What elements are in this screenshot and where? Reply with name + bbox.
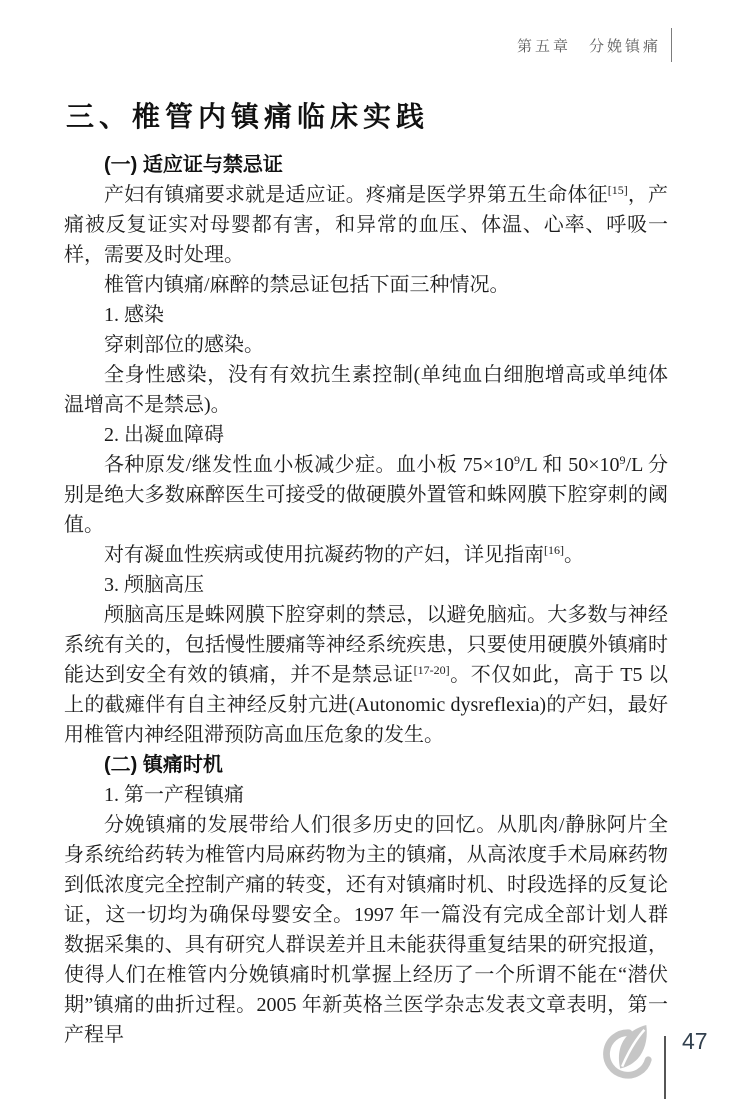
- paragraph: 产妇有镇痛要求就是适应证。疼痛是医学界第五生命体征[15]，产痛被反复证实对母婴都有害，和异常的血压、体温、心率、呼吸一样，需要及时处理。: [64, 183, 669, 266]
- paragraph: 穿刺部位的感染。: [104, 334, 264, 356]
- numbered-item: 1. 感染: [104, 304, 164, 326]
- section-title: 三、椎管内镇痛临床实践: [66, 102, 430, 133]
- page-number: 47: [682, 1028, 708, 1054]
- paragraph: 分娩镇痛的发展带给人们很多历史的回忆。从肌肉/静脉阿片全身系统给药转为椎管内局麻药物为主的镇痛，从高浓度手术局麻药物到低浓度完全控制产痛的转变，还有对镇痛时机、时段选择的反复论证，这一切均为确保母婴安全。1997 年一篇没有完成全部计划人群数据采集的、具有研究人群误差并且未能获得重复结果的研究报道，使得人们在椎管内分娩镇痛时机掌握上经历了一个所谓不能在“潜伏期”镇痛的曲折过程。2005 年新英格兰医学杂志发表文章表明，第一产程早: [64, 814, 668, 1046]
- subsection-heading: (二) 镇痛时机: [104, 754, 223, 776]
- reference-superscript: [15]: [607, 183, 628, 198]
- paragraph: 全身性感染，没有有效抗生素控制(单纯血白细胞增高或单纯体温增高不是禁忌)。: [64, 364, 668, 416]
- reference-superscript: 9: [513, 453, 520, 468]
- reference-superscript: [16]: [544, 543, 564, 558]
- paragraph: 颅脑高压是蛛网膜下腔穿刺的禁忌，以避免脑疝。大多数与神经系统有关的，包括慢性腰痛等神经系统疾患，只要使用硬膜外镇痛时能达到安全有效的镇痛，并不是禁忌证[17-20]。不仅如此，高于 T5 以上的截瘫伴有自主神经反射亢进(Autonomic dysreflexia)的产妇，最好用椎管内神经阻滞预防高血压危象的发生。: [64, 604, 669, 746]
- reference-superscript: [17-20]: [413, 663, 450, 678]
- header-vertical-rule: [671, 28, 672, 62]
- subsection-heading: (一) 适应证与禁忌证: [104, 154, 283, 176]
- main-text-column: [64, 100, 668, 1050]
- running-header: [517, 28, 672, 62]
- numbered-item: 2. 出凝血障碍: [104, 424, 224, 446]
- leaf-logo-icon: [597, 1022, 655, 1086]
- reference-superscript: 9: [619, 453, 626, 468]
- chapter-label: 第五章 分娩镇痛: [516, 38, 661, 55]
- paragraph: 椎管内镇痛/麻醉的禁忌证包括下面三种情况。: [104, 274, 510, 296]
- paragraph: 各种原发/继发性血小板减少症。血小板 $75\times 10^9/L$ 和 $50\times 10^9/L$ 分别是绝大多数麻醉医生可接受的做硬膜外置管和蛛网膜下腔穿刺的阈值。: [64, 453, 669, 536]
- body-blocks: [64, 150, 668, 1050]
- numbered-item: 1. 第一产程镇痛: [104, 784, 244, 806]
- numbered-item: 3. 颅脑高压: [104, 574, 204, 596]
- paragraph: 对有凝血性疾病或使用抗凝药物的产妇，详见指南[16]。: [104, 543, 584, 566]
- footer-vertical-rule: [664, 1036, 666, 1099]
